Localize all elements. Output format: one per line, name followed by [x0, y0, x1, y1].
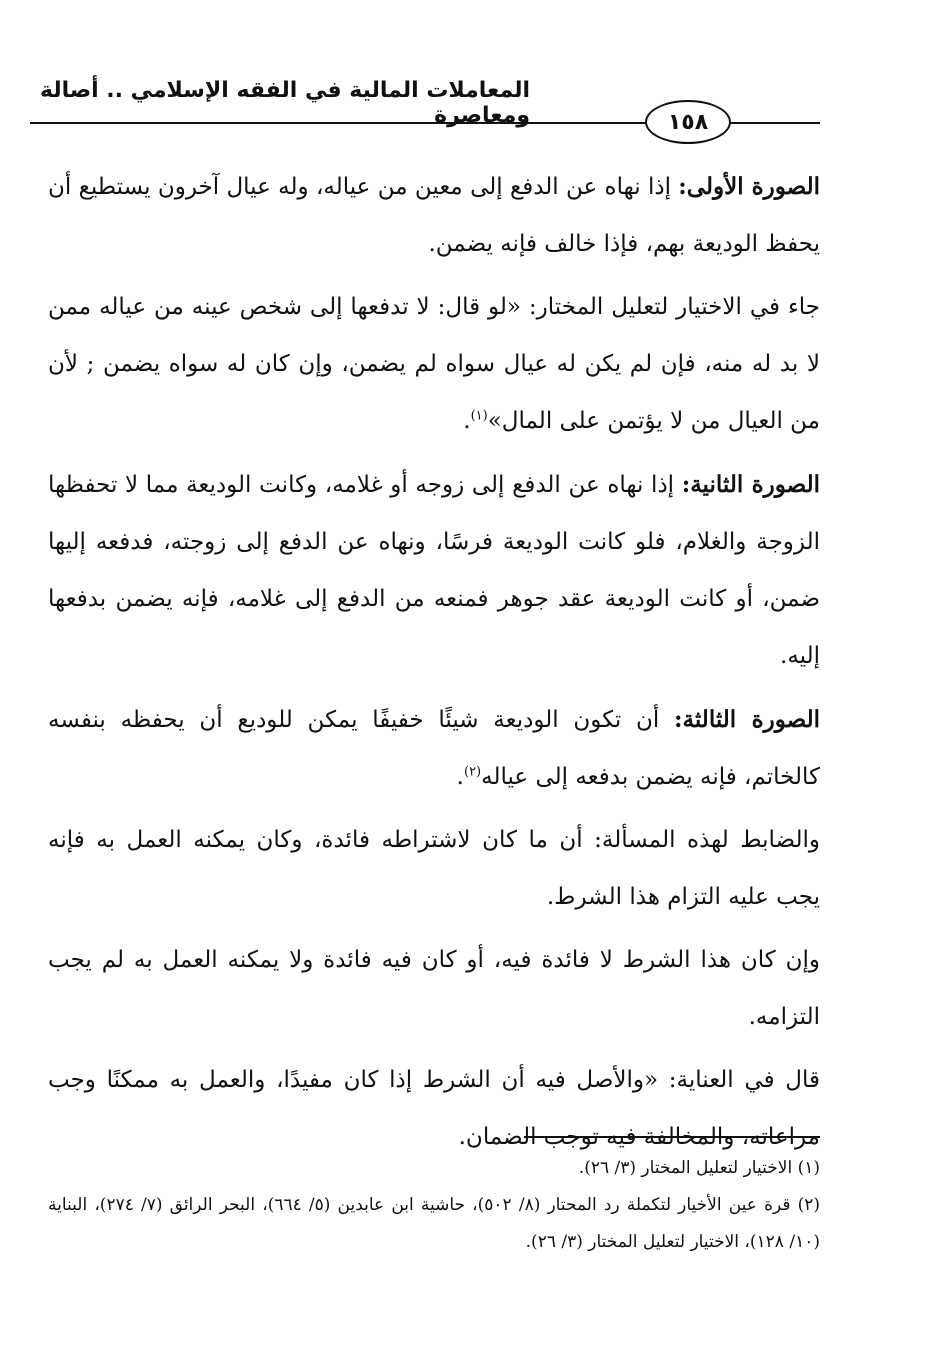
paragraph	[48, 158, 820, 273]
paragraph	[48, 932, 820, 1046]
paragraph-text: أن تكون الوديعة شيئًا خفيفًا يمكن للوديع أن يحفظه بنفسه كالخاتم، فإنه يضمن بدفعه إلى عياله	[48, 707, 820, 790]
paragraph	[48, 1052, 820, 1166]
paragraph-text: قال في العناية: «والأصل فيه أن الشرط إذا كان مفيدًا، والعمل به ممكنًا وجب مراعاته، والمخالفة فيه توجب الضمان.	[48, 1067, 820, 1150]
footnotes	[48, 1150, 820, 1261]
paragraph-text: والضابط لهذه المسألة: أن ما كان لاشتراطه فائدة، وكان يمكنه العمل به فإنه يجب عليه التزام هذا الشرط.	[48, 827, 820, 910]
paragraph-text: جاء في الاختيار لتعليل المختار: «لو قال: لا تدفعها إلى شخص عينه من عياله ممن لا بد له منه، فإن لم يكن له عيال سواه لم يضمن، وإن كان له سواه يضمن ; لأن من العيال من لا يؤتمن على المال»	[48, 294, 820, 434]
paragraph	[48, 456, 820, 685]
paragraph-lead: الصورة الأولى:	[678, 173, 820, 200]
paragraph	[48, 691, 820, 806]
paragraph	[48, 812, 820, 926]
footnote: (١) الاختيار لتعليل المختار (٣/ ٢٦).	[578, 1158, 820, 1178]
paragraph-text: إذا نهاه عن الدفع إلى معين من عياله، وله عيال آخرون يستطيع أن يحفظ الوديعة بهم، فإذا خالف فإنه يضمن.	[48, 174, 820, 257]
footnote-rule	[524, 1136, 820, 1138]
page-number: ١٥٨	[645, 100, 731, 144]
footnote-marker: (١)	[470, 408, 488, 424]
main-text	[48, 158, 820, 1172]
paragraph-lead: الصورة الثانية:	[681, 471, 820, 498]
footnote: (٢) قرة عين الأخيار لتكملة رد المحتار (٨/ ٥٠٢)، حاشية ابن عابدين (٥/ ٦٦٤)، البحر الرائق (٧/ ٢٧٤)، البناية (١٠/ ١٢٨)، الاختيار لتعليل المختار (٣/ ٢٦).	[48, 1195, 821, 1252]
footnote-marker: (٢)	[463, 764, 482, 780]
paragraph	[48, 279, 820, 450]
paragraph-tail: .	[456, 764, 464, 790]
paragraph-text: إذا نهاه عن الدفع إلى زوجه أو غلامه، وكانت الوديعة مما لا تحفظها الزوجة والغلام، فلو كانت الوديعة فرسًا، ونهاه عن الدفع إلى زوجته، فدفعه إليها ضمن، أو كانت الوديعة عقد جوهر فمنعه من الدفع إلى غلامه، فإنه يضمن بدفعها إليه.	[48, 472, 820, 669]
paragraph-text: وإن كان هذا الشرط لا فائدة فيه، أو كان فيه فائدة ولا يمكنه العمل به لم يجب التزامه.	[48, 947, 820, 1030]
paragraph-tail: .	[463, 408, 471, 434]
running-header-title: المعاملات المالية في الفقه الإسلامي .. أصالة ومعاصرة	[39, 78, 530, 128]
paragraph-lead: الصورة الثالثة:	[674, 706, 820, 733]
